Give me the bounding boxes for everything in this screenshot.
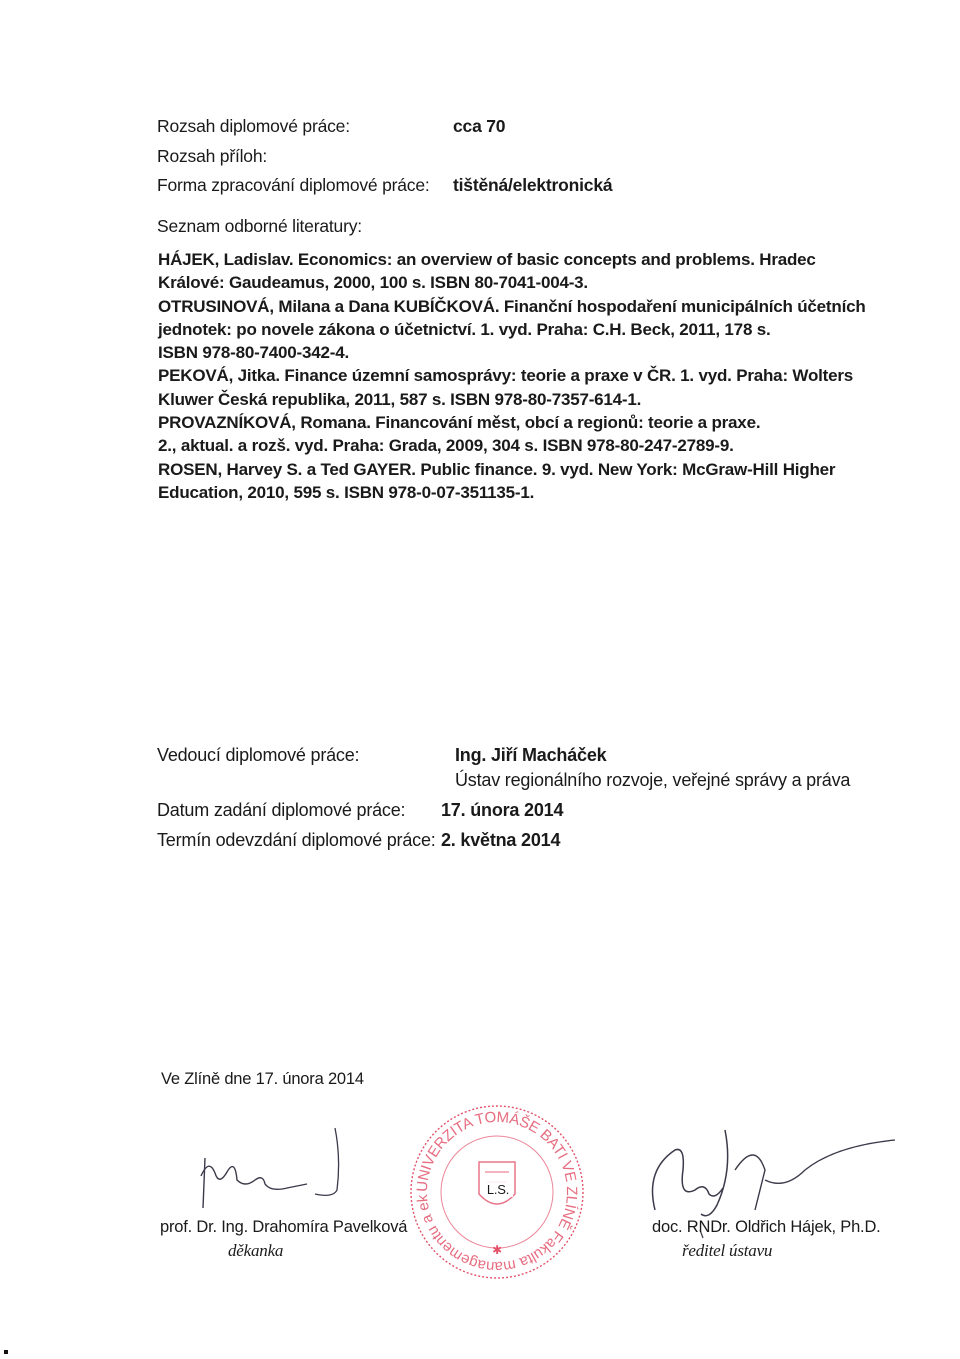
literature-line: 2., aktual. a rozš. vyd. Praha: Grada, 2009, 304 s. ISBN 978-80-247-2789-9. <box>158 436 734 456</box>
literature-line: OTRUSINOVÁ, Milana a Dana KUBÍČKOVÁ. Finanční hospodaření municipálních účetních <box>158 296 866 316</box>
literature-line: jednotek: po novele zákona o účetnictví. 1. vyd. Praha: C.H. Beck, 2011, 178 s. <box>158 319 771 339</box>
dean-role: děkanka <box>228 1241 284 1260</box>
director-role: ředitel ústavu <box>682 1241 773 1260</box>
submission-date-value: 2. května 2014 <box>441 830 561 850</box>
director-name: doc. RNDr. Oldřich Hájek, Ph.D. <box>652 1218 881 1236</box>
submission-date-label: Termín odevzdání diplomové práce: <box>157 830 436 850</box>
form-label: Forma zpracování diplomové práce: <box>157 175 430 195</box>
literature-line: Králové: Gaudeamus, 2000, 100 s. ISBN 80-7041-004-3. <box>158 273 588 293</box>
scan-mark <box>4 1350 8 1354</box>
literature-list <box>158 248 866 504</box>
literature-line: PEKOVÁ, Jitka. Finance územní samosprávy: teorie a praxe v ČR. 1. vyd. Praha: Wolters <box>158 366 854 386</box>
assignment-date-label: Datum zadání diplomové práce: <box>157 800 406 820</box>
supervisor-name: Ing. Jiří Macháček <box>455 745 607 765</box>
literature-line: Kluwer Česká republika, 2011, 587 s. ISBN 978-80-7357-614-1. <box>158 389 642 409</box>
dean-signature <box>175 1118 375 1208</box>
place-date: Ve Zlíně dne 17. února 2014 <box>161 1070 364 1088</box>
literature-line: ISBN 978-80-7400-342-4. <box>158 343 350 363</box>
literature-line: HÁJEK, Ladislav. Economics: an overview of basic concepts and problems. Hradec <box>158 250 816 269</box>
assignment-date-value: 17. února 2014 <box>441 800 564 820</box>
scope-value: cca 70 <box>453 116 506 136</box>
supervisor-institute: Ústav regionálního rozvoje, veřejné správy a práva <box>455 770 851 790</box>
literature-line: ROSEN, Harvey S. a Ted GAYER. Public finance. 9. vyd. New York: McGraw-Hill Higher <box>158 459 836 479</box>
seal-star-icon: ✱ <box>492 1243 502 1257</box>
literature-line: PROVAZNÍKOVÁ, Romana. Financování měst, obcí a regionů: teorie a praxe. <box>158 413 761 433</box>
form-value: tištěná/elektronická <box>453 175 613 195</box>
seal-center: L.S. <box>486 1182 510 1197</box>
scope-label: Rozsah diplomové práce: <box>157 116 350 136</box>
dean-name: prof. Dr. Ing. Drahomíra Pavelková <box>160 1218 408 1236</box>
literature-heading-text: Seznam odborné literatury: <box>157 216 362 236</box>
official-seal <box>400 1089 587 1282</box>
seal-text: UNIVERZITA TOMÁŠE BATI VE ZLÍNĚ Fakulta managementu a ekonomiky <box>400 1089 581 1276</box>
supervisor-label: Vedoucí diplomové práce: <box>157 745 360 765</box>
literature-line: Education, 2010, 595 s. ISBN 978-0-07-351135-1. <box>158 482 535 502</box>
attachments-label: Rozsah příloh: <box>157 146 268 166</box>
